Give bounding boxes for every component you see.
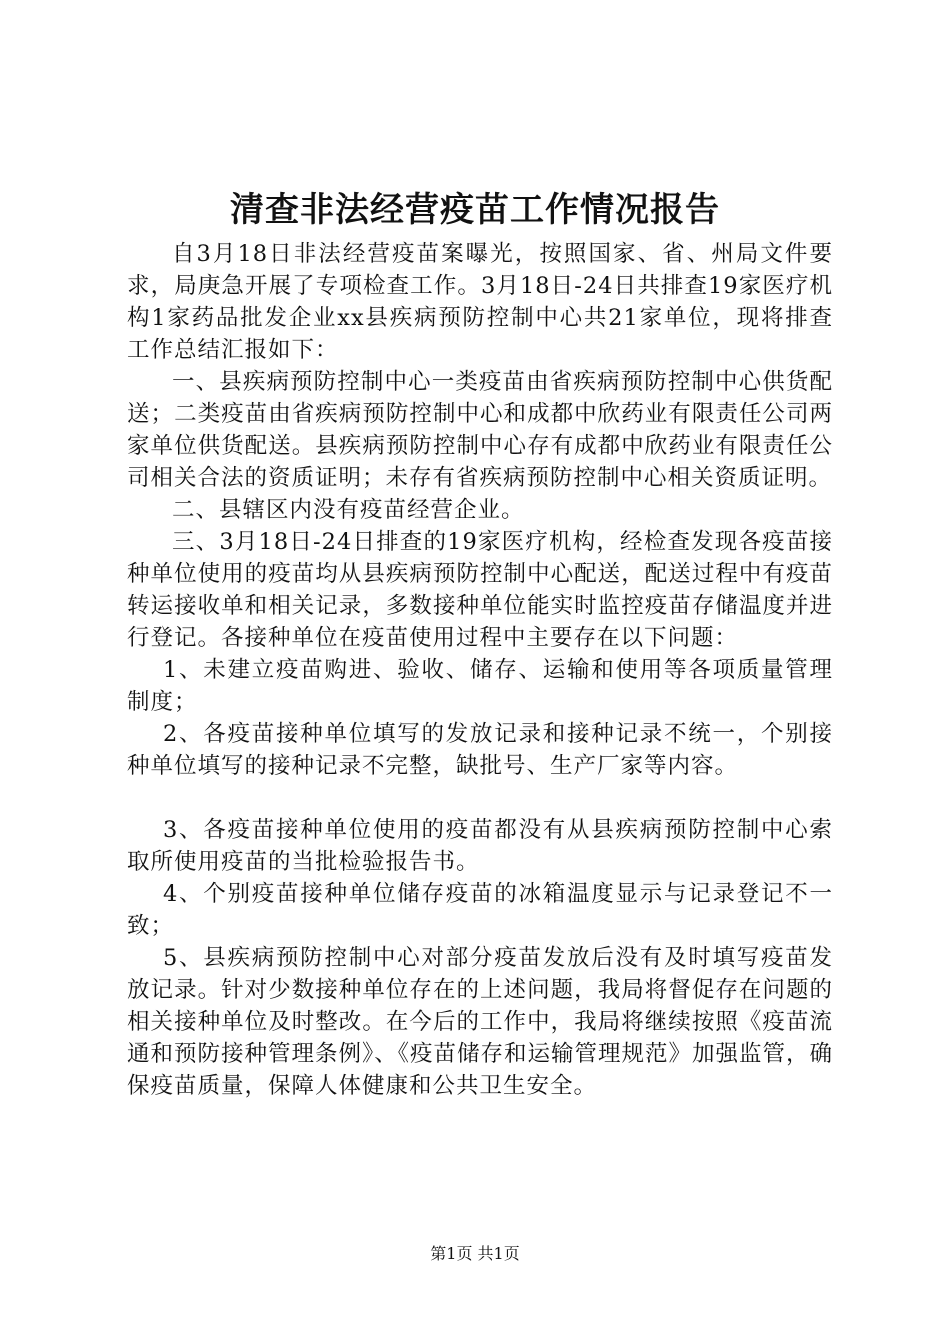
paragraph-section-3: 三、3月18日-24日排查的19家医疗机构，经检查发现各疫苗接种单位使用的疫苗均从县疾病预防控制中心配送，配送过程中有疫苗转运接收单和相关记录，多数接种单位能实时监控疫苗存储温度并进行登记。各接种单位在疫苗使用过程中主要存在以下问题： <box>127 529 833 651</box>
document-body <box>127 238 833 1102</box>
paragraph-section-2: 二、县辖区内没有疫苗经营企业。 <box>172 497 525 523</box>
paragraph-intro: 自3月18日非法经营疫苗案曝光，按照国家、省、州局文件要求，局庚急开展了专项检查工作。3月18日-24日共排查19家医疗机构1家药品批发企业xx县疾病预防控制中心共21家单位，现将排查工作总结汇报如下： <box>127 241 833 363</box>
paragraph-issue-2: 2、各疫苗接种单位填写的发放记录和接种记录不统一，个别接种单位填写的接种记录不完整，缺批号、生产厂家等内容。 <box>127 721 833 779</box>
paragraph-section-1: 一、县疾病预防控制中心一类疫苗由省疾病预防控制中心供货配送；二类疫苗由省疾病预防控制中心和成都中欣药业有限责任公司两家单位供货配送。县疾病预防控制中心存有成都中欣药业有限责任公司相关合法的资质证明；未存有省疾病预防控制中心相关资质证明。 <box>127 369 833 491</box>
paragraph-issue-4: 4、个别疫苗接种单位储存疫苗的冰箱温度显示与记录登记不一致； <box>127 881 833 939</box>
paragraph-issue-3: 3、各疫苗接种单位使用的疫苗都没有从县疾病预防控制中心索取所使用疫苗的当批检验报告书。 <box>127 817 833 875</box>
paragraph-issue-5: 5、县疾病预防控制中心对部分疫苗发放后没有及时填写疫苗发放记录。针对少数接种单位存在的上述问题，我局将督促存在问题的相关接种单位及时整改。在今后的工作中，我局将继续按照《疫苗流通和预防接种管理条例》、《疫苗储存和运输管理规范》加强监管，确保疫苗质量，保障人体健康和公共卫生安全。 <box>127 945 834 1099</box>
document-title: 清查非法经营疫苗工作情况报告 <box>230 190 720 230</box>
paragraph-spacer <box>127 782 833 814</box>
page-number-footer: 第1页 共1页 <box>430 1244 520 1263</box>
paragraph-issue-1: 1、未建立疫苗购进、验收、储存、运输和使用等各项质量管理制度； <box>127 657 833 715</box>
